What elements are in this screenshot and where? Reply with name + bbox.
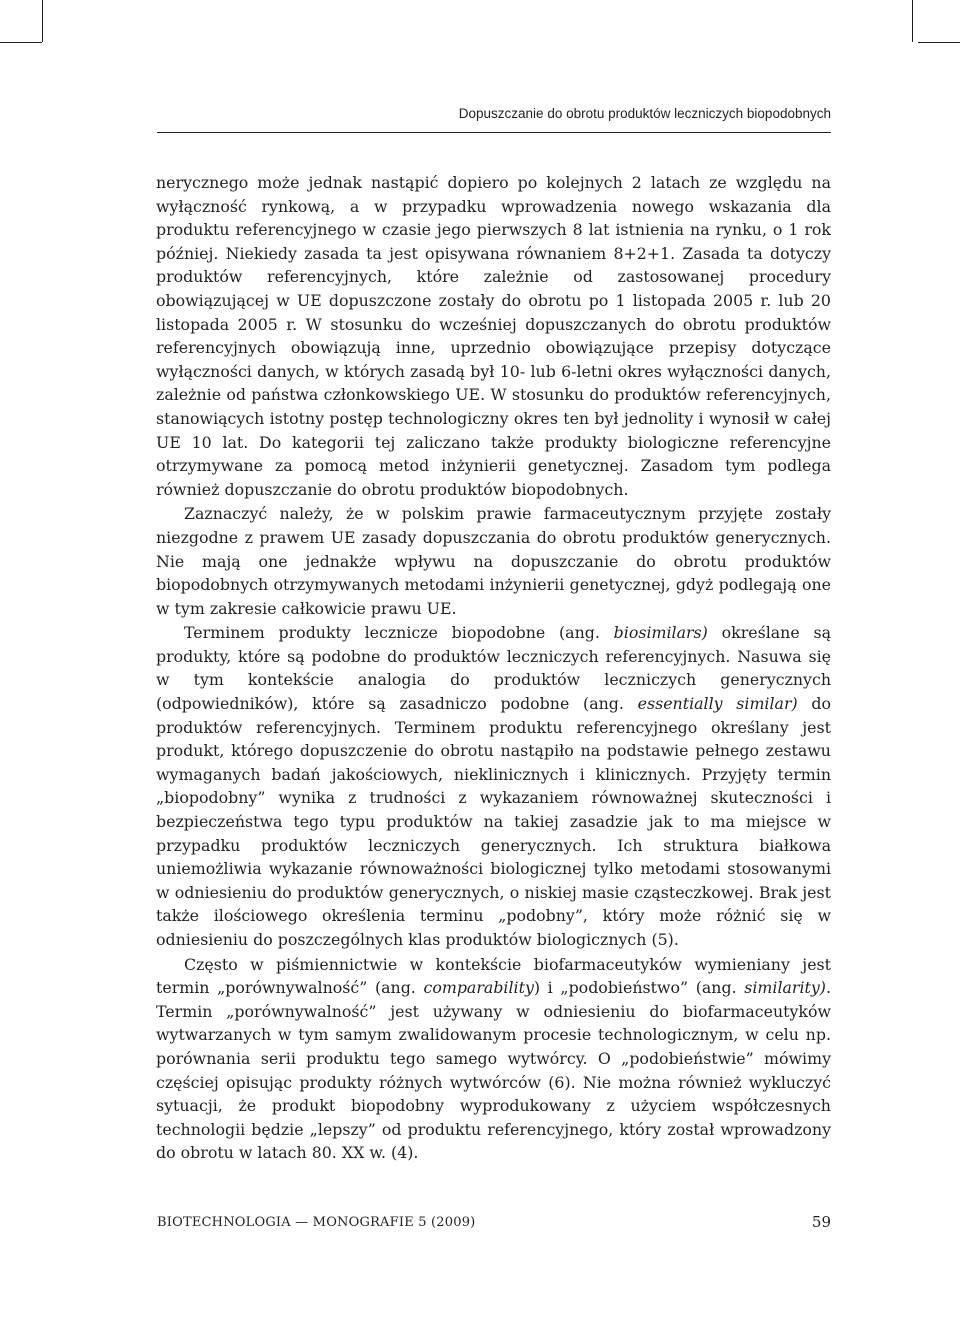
paragraph-text: określane są produkty, które są podobne do produktów leczniczych referencyjnych. Nasuwa się w tym kontekście analogia do produktów leczniczych generycznych (odpowiedników), które są zasadniczo podobne (ang. [156,623,831,714]
paragraph-text: Terminem produkty lecznicze biopodobne (ang. [184,623,614,643]
running-head: Dopuszczanie do obrotu produktów leczniczych biopodobnych [157,106,831,133]
italic-term: comparability [423,978,534,998]
crop-mark-top-left-horizontal [0,42,42,43]
footer-journal-title: BIOTECHNOLOGIA — MONOGRAFIE 5 (2009) [157,1215,476,1230]
paragraph [156,953,831,1165]
paragraph [156,171,831,501]
paragraph-text: ) i „podobieństwo” (ang. [533,978,745,998]
paragraph [156,502,831,620]
paragraph-text: do produktów referencyjnych. Terminem produktu referencyjnego określany jest produkt, którego dopuszczenie do obrotu nastąpiło na podstawie pełnego zestawu wymaganych badań jakościowych, nieklinicznych i klinicznych. Przyjęty termin „biopodobny” wynika z trudności z wykazaniem równoważnej skuteczności i bezpieczeństwa tego typu produktów na takiej zasadzie jak to ma miejsce w przypadku produktów leczniczych generycznych. Ich struktura białkowa uniemożliwia wykazanie równoważności biologicznej tylko metodami stosowanymi w odniesieniu do produktów generycznych, o niskiej masie cząsteczkowej. Brak jest także ilościowego określenia terminu „podobny”, który może różnić się w odniesieniu do poszczególnych klas produktów biologicznych (5). [156,694,832,949]
italic-term: biosimilars) [613,623,708,643]
paragraph [156,621,831,951]
crop-mark-top-right [912,0,913,42]
paragraph-text: . Termin „porównywalność” jest używany w odniesieniu do biofarmaceutyków wytwarzanych w tym samym zwalidowanym procesie technologicznym, w celu np. porównania serii produktu tego samego wytwórcy. O „podobieństwie” mówimy częściej opisując produkty różnych wytwórców (6). Nie można również wykluczyć sytuacji, że produkt biopodobny wyprodukowany z użyciem współczesnych technologii będzie „lepszy” od produktu referencyjnego, który został wprowadzony do obrotu w latach 80. XX w. (4). [156,978,831,1163]
italic-term: essentially similar) [637,694,798,714]
crop-mark-top-right-horizontal [918,42,960,43]
paragraph-text: Często w piśmiennictwie w kontekście biofarmaceutyków wymieniany jest termin „porównywalność” (ang. [156,954,831,998]
italic-term: similarity) [744,978,826,998]
paragraph-text: Zaznaczyć należy, że w polskim prawie farmaceutycznym przyjęte zostały niezgodne z prawem UE zasady dopuszczania do obrotu produktów generycznych. Nie mają one jednakże wpływu na dopuszczanie do obrotu produktów biopodobnych otrzymywanych metodami inżynierii genetycznej, gdyż podlegają one w tym zakresie całkowicie prawu UE. [156,504,831,618]
crop-mark-top-left [42,0,43,42]
paragraph-text: nerycznego może jednak nastąpić dopiero po kolejnych 2 latach ze względu na wyłączność rynkową, a w przypadku wprowadzenia nowego wskazania dla produktu referencyjnego w czasie jego pierwszych 8 lat istnienia na rynku, o 1 rok później. Niekiedy zasada ta jest opisywana równaniem 8+2+1. Zasada ta dotyczy produktów referencyjnych, które zależnie od zastosowanej procedury obowiązującej w UE dopuszczone zostały do obrotu po 1 listopada 2005 r. lub 20 listopada 2005 r. W stosunku do wcześniej dopuszczanych do obrotu produktów referencyjnych obowiązują inne, uprzednio obowiązujące przepisy dotyczące wyłączności danych, w których zasadą był 10- lub 6-letni okres wyłączności danych, zależnie od państwa członkowskiego UE. W stosunku do produktów referencyjnych, stanowiących istotny postęp technologiczny okres ten był jednolity i wynosił w całej UE 10 lat. Do kategorii tej zaliczano także produkty biologiczne referencyjne otrzymywane za pomocą metod inżynierii genetycznej. Zasadom tym podlega również dopuszczanie do obrotu produktów biopodobnych. [156,173,831,499]
page-number: 59 [811,1213,831,1231]
article-body [156,171,831,1165]
